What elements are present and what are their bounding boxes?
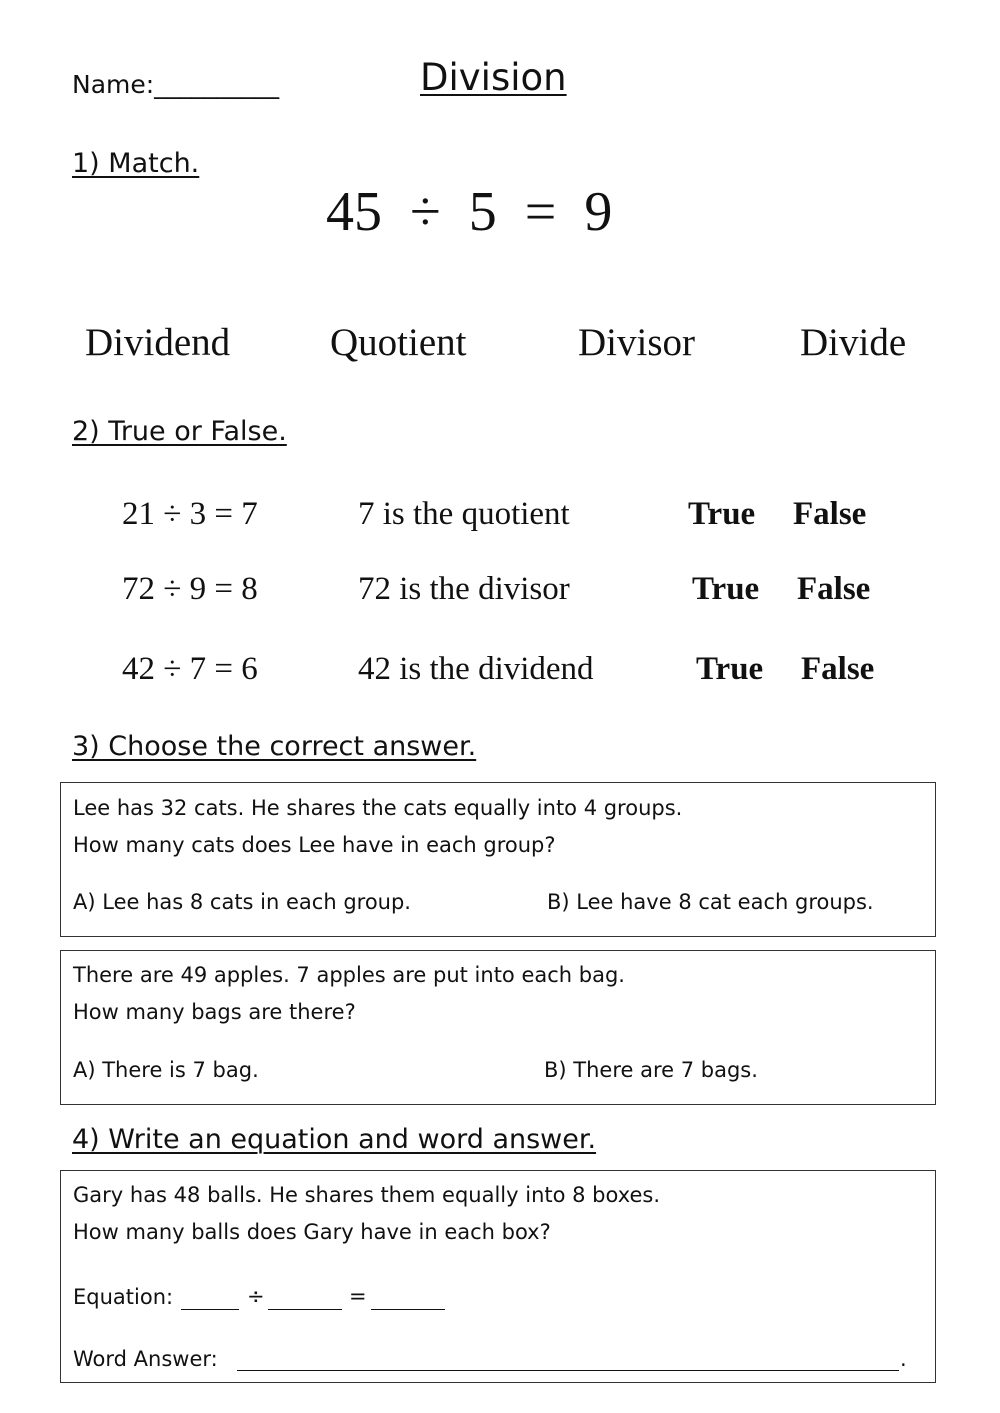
question-prompt: How many cats does Lee have in each group? <box>73 833 556 857</box>
worksheet-title: Division <box>420 56 567 99</box>
word-answer-label: Word Answer: <box>73 1347 218 1371</box>
tf-false-option[interactable]: False <box>793 496 867 532</box>
tf-false-option[interactable]: False <box>797 571 871 607</box>
tf-false-option[interactable]: False <box>801 651 875 687</box>
question-box <box>60 782 936 937</box>
problem-prompt: How many balls does Gary have in each box? <box>73 1220 551 1244</box>
divide-sign: ÷ <box>247 1284 265 1308</box>
answer-option-b[interactable]: B) Lee have 8 cat each groups. <box>547 890 874 914</box>
tf-statement: 42 is the dividend <box>358 651 594 687</box>
section-4-heading: 4) Write an equation and word answer. <box>72 1124 597 1155</box>
word-answer-period: . <box>900 1347 907 1371</box>
equals-sign: = <box>349 1284 367 1308</box>
answer-option-a[interactable]: A) Lee has 8 cats in each group. <box>73 890 411 914</box>
question-prompt: How many bags are there? <box>73 1000 356 1024</box>
equation-blank-dividend[interactable] <box>181 1309 239 1310</box>
problem-text: Gary has 48 balls. He shares them equally into 8 boxes. <box>73 1183 661 1207</box>
name-field-label: Name:__________ <box>72 70 280 99</box>
answer-option-a[interactable]: A) There is 7 bag. <box>73 1058 259 1082</box>
tf-equation: 21 ÷ 3 = 7 <box>122 496 258 532</box>
term-dividend[interactable]: Dividend <box>85 321 231 364</box>
tf-statement: 72 is the divisor <box>358 571 570 607</box>
word-answer-blank[interactable] <box>237 1370 899 1371</box>
section-3-heading: 3) Choose the correct answer. <box>72 731 477 762</box>
tf-true-option[interactable]: True <box>692 571 760 607</box>
question-text: Lee has 32 cats. He shares the cats equally into 4 groups. <box>73 796 683 820</box>
equation-label: Equation: <box>73 1285 174 1309</box>
section-1-heading: 1) Match. <box>72 148 200 179</box>
term-divide[interactable]: Divide <box>800 321 907 364</box>
term-divisor[interactable]: Divisor <box>578 321 695 364</box>
tf-equation: 72 ÷ 9 = 8 <box>122 571 258 607</box>
tf-equation: 42 ÷ 7 = 6 <box>122 651 258 687</box>
term-quotient[interactable]: Quotient <box>330 321 467 364</box>
question-text: There are 49 apples. 7 apples are put into each bag. <box>73 963 625 987</box>
section-2-heading: 2) True or False. <box>72 416 287 447</box>
question-box <box>60 950 936 1105</box>
tf-true-option[interactable]: True <box>696 651 764 687</box>
match-equation: 45 ÷ 5 = 9 <box>326 181 613 243</box>
word-problem-box <box>60 1170 936 1383</box>
equation-blank-quotient[interactable] <box>371 1309 445 1310</box>
answer-option-b[interactable]: B) There are 7 bags. <box>544 1058 758 1082</box>
equation-blank-divisor[interactable] <box>268 1309 342 1310</box>
tf-true-option[interactable]: True <box>688 496 756 532</box>
tf-statement: 7 is the quotient <box>358 496 570 532</box>
